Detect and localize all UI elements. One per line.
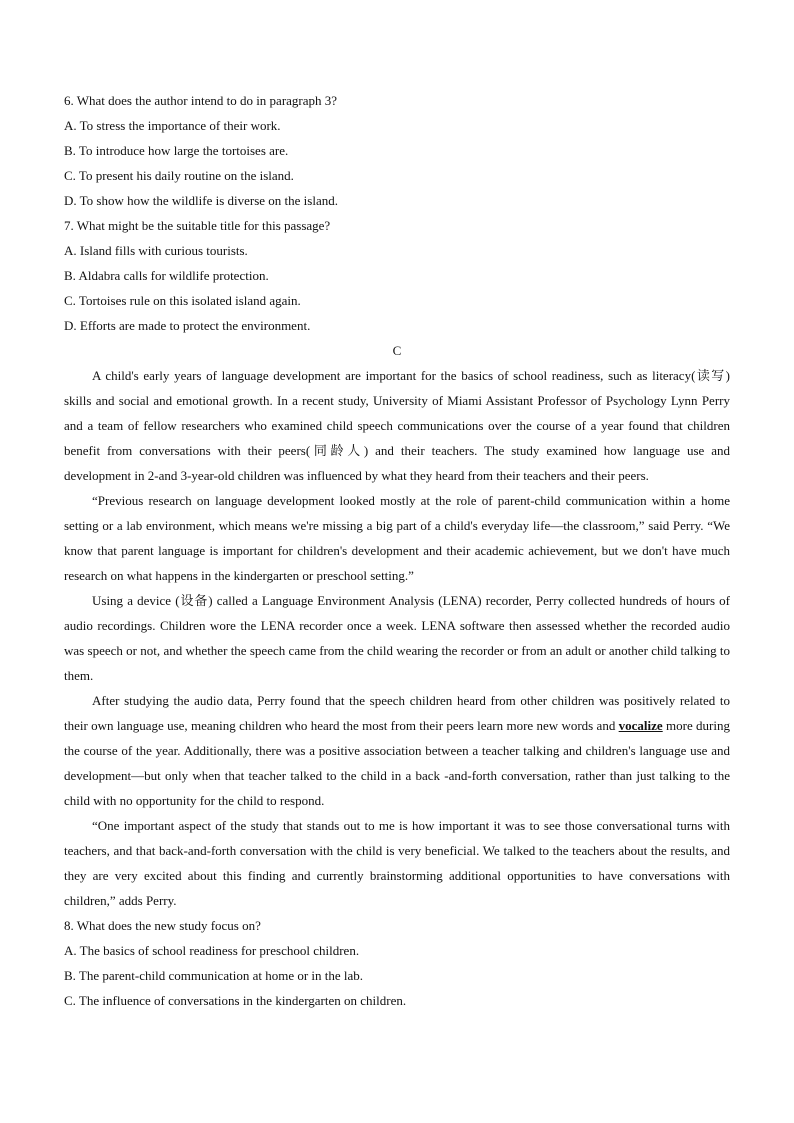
section-label: C xyxy=(392,343,402,358)
q6-option-c: C. To present his daily routine on the island. xyxy=(64,168,294,183)
q7-option-a: A. Island fills with curious tourists. xyxy=(64,243,248,258)
q6-option-a: A. To stress the importance of their work. xyxy=(64,118,281,133)
paragraph-4-text-before: After studying the audio data, Perry found that the speech children heard from other children was positively related to their own language use, meaning children who heard the most from their peers learn more new words and xyxy=(64,693,730,733)
passage-paragraph-1: A child's early years of language development are important for the basics of school readiness, such as literacy(读写) skills and social and emotional growth. In a recent study, University of Miami Assistant Professor of Psychology Lynn Perry and a team of fellow researchers who examined child speech communications over the course of a year found that children benefit from conversations with their peers(同龄人) and their teachers. The study examined how language use and development in 2-and 3-year-old children was influenced by what they heard from their teachers and their peers. xyxy=(64,368,730,483)
q7-stem: 7. What might be the suitable title for this passage? xyxy=(64,218,331,233)
q7-option-d: D. Efforts are made to protect the environment. xyxy=(64,318,311,333)
q7-option-c: C. Tortoises rule on this isolated island again. xyxy=(64,293,301,308)
q8-stem: 8. What does the new study focus on? xyxy=(64,918,261,933)
highlighted-word: vocalize xyxy=(618,718,663,733)
passage-paragraph-5: “One important aspect of the study that stands out to me is how important it was to see those conversational turns with teachers, and that back-and-forth conversation with the child is very beneficial. We talked to the teachers about the results, and they are very excited about this finding and currently brainstorming additional opportunities to have conversations with children,” adds Perry. xyxy=(64,818,730,908)
passage-paragraph-2: “Previous research on language development looked mostly at the role of parent-child communication within a home setting or a lab environment, which means we're missing a big part of a child's everyday life—the classroom,” said Perry. “We know that parent language is important for children's development and their academic achievement, but we don't have much research on what happens in the kindergarten or preschool setting.” xyxy=(64,493,730,583)
q8-option-a: A. The basics of school readiness for preschool children. xyxy=(64,943,360,958)
q8-option-b: B. The parent-child communication at home or in the lab. xyxy=(64,968,364,983)
passage-paragraph-4 xyxy=(64,688,730,813)
q7-option-b: B. Aldabra calls for wildlife protection. xyxy=(64,268,269,283)
paragraph-4-text-after: more during the course of the year. Additionally, there was a positive association between a teacher talking and children's language use and development—but only when that teacher talked to the child in a back -and-forth conversation, rather than just talking to the child with no opportunity for the child to respond. xyxy=(64,718,730,808)
q6-option-d: D. To show how the wildlife is diverse on the island. xyxy=(64,193,338,208)
passage-paragraph-3: Using a device (设备) called a Language Environment Analysis (LENA) recorder, Perry collected hundreds of hours of audio recordings. Children wore the LENA recorder once a week. LENA software then assessed whether the recorded audio was speech or not, and whether the speech came from the child wearing the recorder or from an adult or another child talking to them. xyxy=(64,593,730,683)
q8-option-c: C. The influence of conversations in the kindergarten on children. xyxy=(64,993,407,1008)
q6-option-b: B. To introduce how large the tortoises are. xyxy=(64,143,289,158)
q6-stem: 6. What does the author intend to do in paragraph 3? xyxy=(64,93,338,108)
